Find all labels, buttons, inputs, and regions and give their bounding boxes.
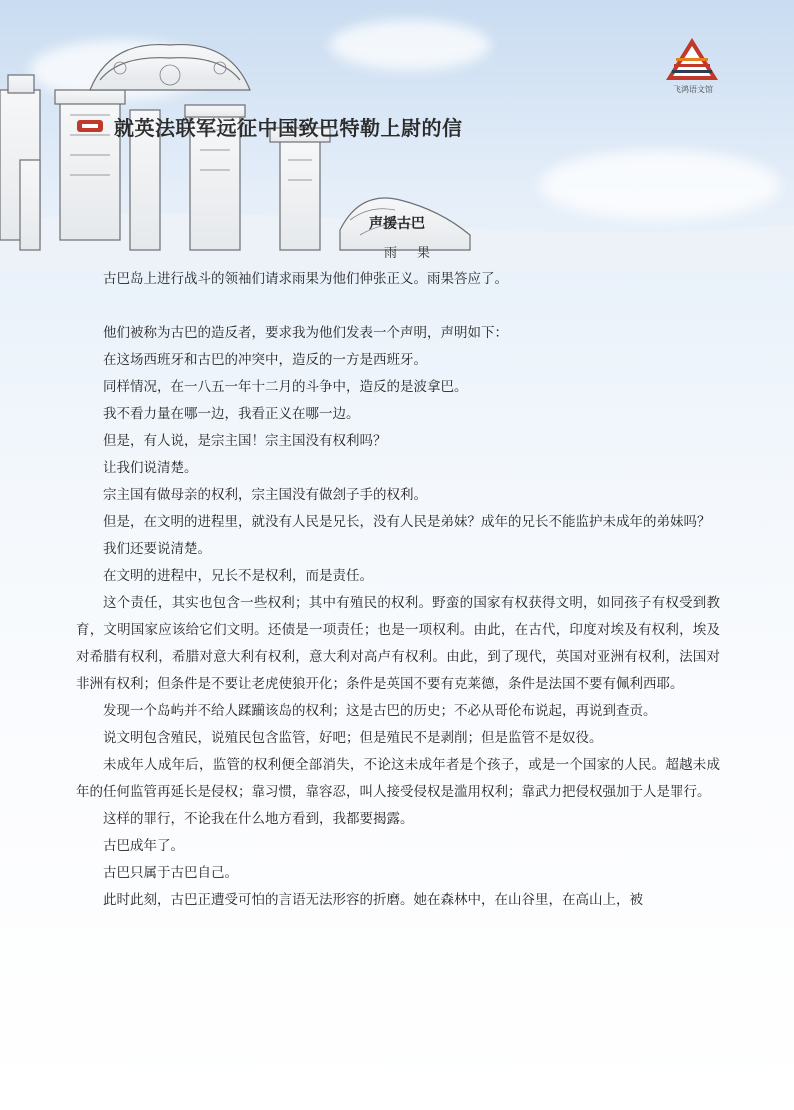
paragraph: 但是，有人说，是宗主国！宗主国没有权利吗？ [103,433,387,449]
paragraph: 但是，在文明的进程里，就没有人民是兄长，没有人民是弟妹？成年的兄长不能监护未成年的弟妹吗？ [103,514,711,530]
intro-paragraph: 古巴岛上进行战斗的领袖们请求雨果为他们伸张正义。雨果答应了。 [103,271,508,287]
paragraph: 未成年人成年后，监管的权利便全部消失，不论这未成年者是个孩子，或是一个国家的人民。超越未成年的任何监管再延长是侵权；靠习惯，靠容忍，叫人接受侵权是滥用权利；靠武力把侵权强加于人是罪行。 [76,757,720,800]
paragraph: 古巴只属于古巴自己。 [103,865,238,881]
paragraph: 此时此刻，古巴正遭受可怕的言语无法形容的折磨。她在森林中，在山谷里，在高山上，被 [103,892,643,908]
paragraph: 同样情况，在一八五一年十二月的斗争中，造反的是波拿巴。 [103,379,468,395]
letter-header [76,112,463,140]
paragraph: 在文明的进程中，兄长不是权利，而是责任。 [103,568,373,584]
paragraph: 这样的罪行，不论我在什么地方看到，我都要揭露。 [103,811,414,827]
paragraph: 古巴成年了。 [103,838,184,854]
letter-title: 就英法联军远征中国致巴特勒上尉的信 [114,115,463,140]
logo-caption: 飞鸿语文馆 [673,85,713,94]
paragraph: 他们被称为古巴的造反者，要求我为他们发表一个声明，声明如下： [103,325,508,341]
paragraph: 我们还要说清楚。 [103,541,211,557]
paragraph: 让我们说清楚。 [103,460,198,476]
article-author: 雨果 [383,246,450,261]
section-badge-icon [76,117,104,135]
paragraph: 宗主国有做母亲的权利，宗主国没有做刽子手的权利。 [103,487,427,503]
paragraph: 在这场西班牙和古巴的冲突中，造反的一方是西班牙。 [103,352,427,368]
article-title: 声援古巴 [369,216,425,232]
paragraph: 说文明包含殖民，说殖民包含监管，好吧；但是殖民不是剥削；但是监管不是奴役。 [103,730,603,746]
paragraph: 发现一个岛屿并不给人蹂躏该岛的权利；这是古巴的历史；不必从哥伦布说起，再说到查贡。 [103,703,657,719]
paragraph: 这个责任，其实也包含一些权利；其中有殖民的权利。野蛮的国家有权获得文明，如同孩子有权受到教育，文明国家应该给它们文明。还债是一项责任；也是一项权利。由此，在古代，印度对埃及有权利，埃及对希腊有权利，希腊对意大利有权利，意大利对高卢有权利。由此，到了现代，英国对亚洲有权利，法国对非洲有权利；但条件是不要让老虎使狼开化；条件是英国不要有克莱德，条件是法国不要有佩利西耶。 [76,595,720,692]
paragraph: 我不看力量在哪一边，我看正义在哪一边。 [103,406,360,422]
article-body [76,266,720,914]
